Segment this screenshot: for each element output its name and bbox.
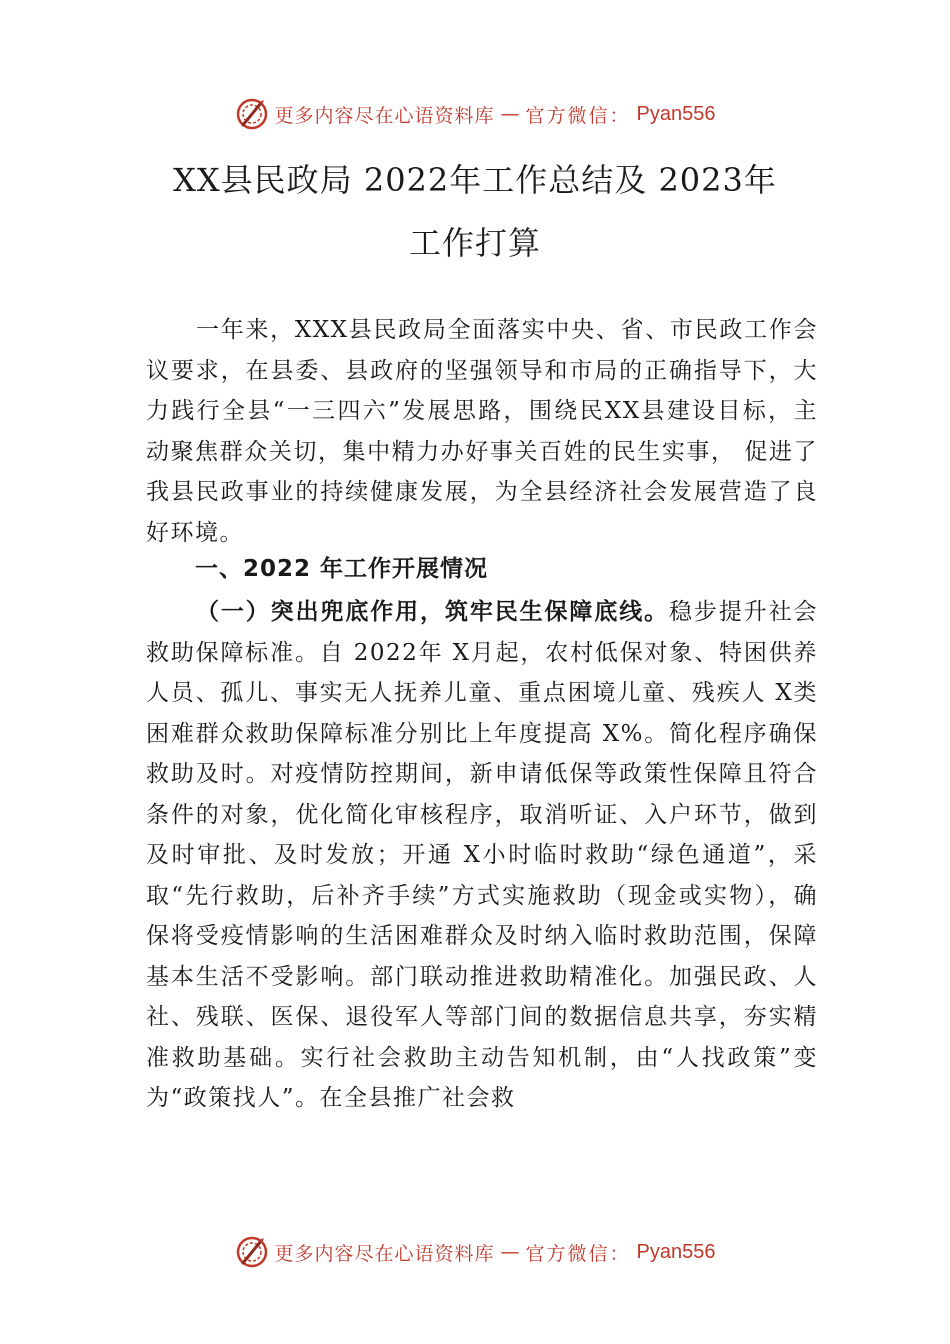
watermark-separator: — [500, 103, 520, 125]
watermark-wechat-id: Pyan556 [636, 102, 716, 125]
brush-logo-icon [235, 97, 269, 131]
subsection1-paragraph [146, 592, 818, 1119]
subsection1-body: 稳步提升社会救助保障标准。自 2022年 X月起，农村低保对象、特困供养人员、孤儿、事实无人抚养儿童、重点困境儿童、残疾人 X类困难群众救助保障标准分别比上年度提高 X%。简化程序确保救助及时。对疫情防控期间，新申请低保等政策性保障且符合条件的对象，优化简化审核程序，取消听证、入户环节，做到及时审批、及时发放；开通 X小时临时救助“绿色通道”，采取“先行救助，后补齐手续”方式实施救助（现金或实物），确保将受疫情影响的生活困难群众及时纳入临时救助范围，保障基本生活不受影响。部门联动推进救助精准化。加强民政、人社、残联、医保、退役军人等部门间的数据信息共享，夯实精准救助基础。实行社会救助主动告知机制，由“人找政策”变为“政策找人”。在全县推广社会救 [146, 599, 819, 1111]
document-title-line1: XX县民政局 2022年工作总结及 2023年 [173, 161, 777, 199]
watermark-header [0, 94, 950, 134]
watermark-footer [0, 1232, 950, 1272]
document-title-line2: 工作打算 [408, 224, 541, 262]
watermark-wechat-label: 官方微信： [525, 1242, 631, 1265]
watermark-separator: — [500, 1241, 520, 1263]
watermark-wechat-id: Pyan556 [636, 1240, 716, 1263]
watermark-site-text: 更多内容尽在心语资料库 [274, 1242, 495, 1265]
subsection1-lead: （一）突出兜底作用，筑牢民生保障底线。 [196, 598, 670, 625]
section1-heading: 一、2022 年工作开展情况 [195, 556, 489, 582]
intro-paragraph: 一年来，XXX县民政局全面落实中央、省、市民政工作会议要求，在县委、县政府的坚强领导和市局的正确指导下，大力践行全县“一三四六”发展思路，围绕民XX县建设目标，主动聚焦群众关切，集中精力办好事关百姓的民生实事， 促进了我县民政事业的持续健康发展，为全县经济社会发展营造了良好环境。 [146, 317, 818, 546]
brush-logo-icon [235, 1235, 269, 1269]
watermark-site-text: 更多内容尽在心语资料库 [274, 104, 495, 127]
watermark-wechat-label: 官方微信： [525, 104, 631, 127]
